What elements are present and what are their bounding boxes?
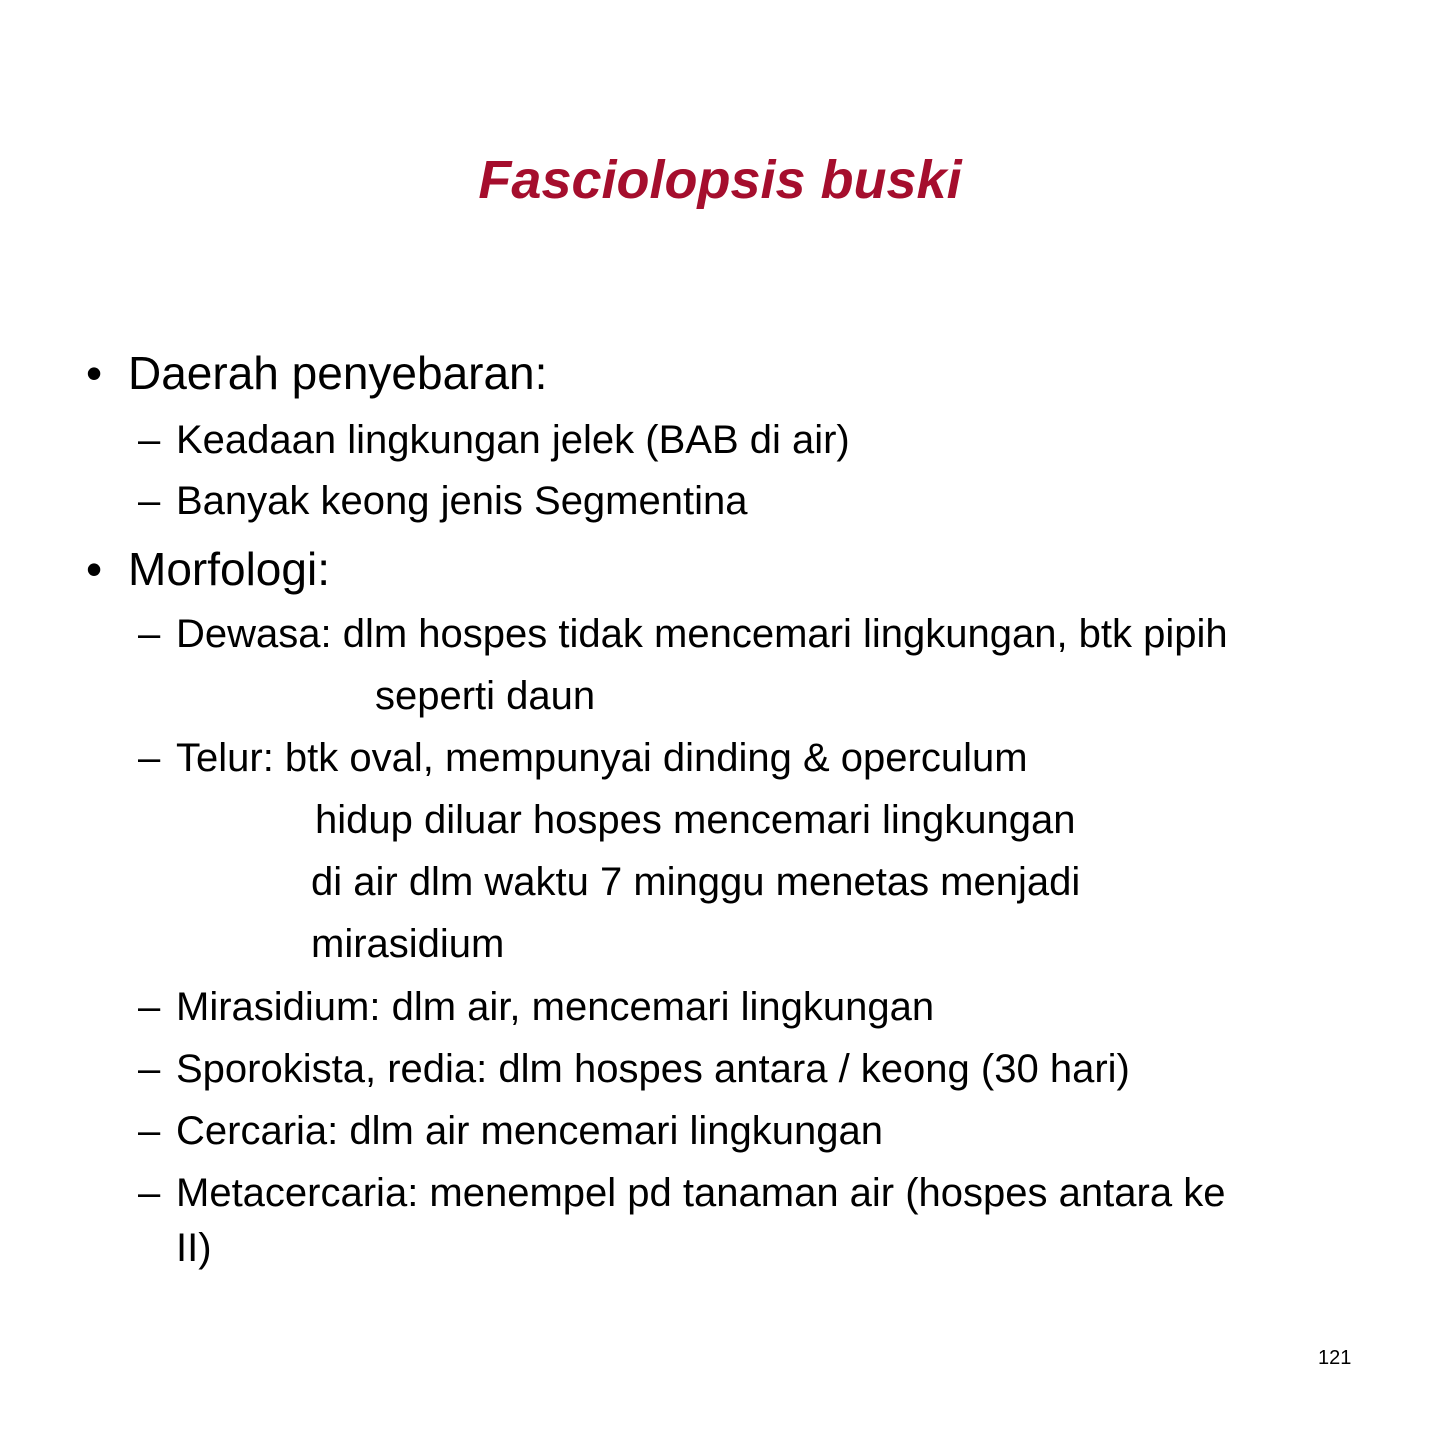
page-number: 121 (1318, 1347, 1352, 1369)
dash-icon: – (138, 612, 161, 656)
sub-item-continuation: mirasidium (311, 922, 505, 966)
bullet-icon: • (86, 347, 103, 399)
sub-item-continuation: seperti daun (375, 674, 596, 718)
dash-icon: – (138, 479, 161, 523)
section-heading: Daerah penyebaran: (128, 347, 548, 399)
section-heading: Morfologi: (128, 543, 330, 595)
sub-item-text: Cercaria: dlm air mencemari lingkungan (176, 1109, 883, 1153)
bullet-daerah-penyebaran (86, 346, 548, 400)
sub-item-continuation: hidup diluar hospes mencemari lingkungan (315, 798, 1076, 842)
sub-item (138, 735, 1028, 781)
sub-item (138, 478, 747, 524)
sub-item-continuation: II) (176, 1226, 212, 1270)
sub-item-text: Keadaan lingkungan jelek (BAB di air) (176, 418, 850, 462)
dash-icon: – (138, 1171, 161, 1215)
sub-item-text: Dewasa: dlm hospes tidak mencemari lingkungan, btk pipih (176, 612, 1228, 656)
sub-item (138, 1046, 1130, 1092)
sub-item-text: Mirasidium: dlm air, mencemari lingkungan (176, 985, 935, 1029)
sub-item (138, 417, 850, 463)
bullet-morfologi (86, 542, 330, 596)
sub-item-text: Sporokista, redia: dlm hospes antara / keong (30 hari) (176, 1047, 1130, 1091)
slide-title: Fasciolopsis buski (478, 150, 962, 210)
sub-item (138, 1108, 883, 1154)
dash-icon: – (138, 985, 161, 1029)
sub-item-text: Telur: btk oval, mempunyai dinding & operculum (176, 736, 1028, 780)
dash-icon: – (138, 1047, 161, 1091)
sub-item (138, 984, 934, 1030)
sub-item-text: Banyak keong jenis Segmentina (176, 479, 748, 523)
dash-icon: – (138, 736, 161, 780)
sub-item (138, 1170, 1225, 1216)
sub-item-text: Metacercaria: menempel pd tanaman air (hospes antara ke (176, 1171, 1226, 1215)
sub-item (138, 611, 1228, 657)
sub-item-continuation: di air dlm waktu 7 minggu menetas menjadi (311, 860, 1081, 904)
bullet-icon: • (86, 543, 103, 595)
dash-icon: – (138, 418, 161, 462)
dash-icon: – (138, 1109, 161, 1153)
